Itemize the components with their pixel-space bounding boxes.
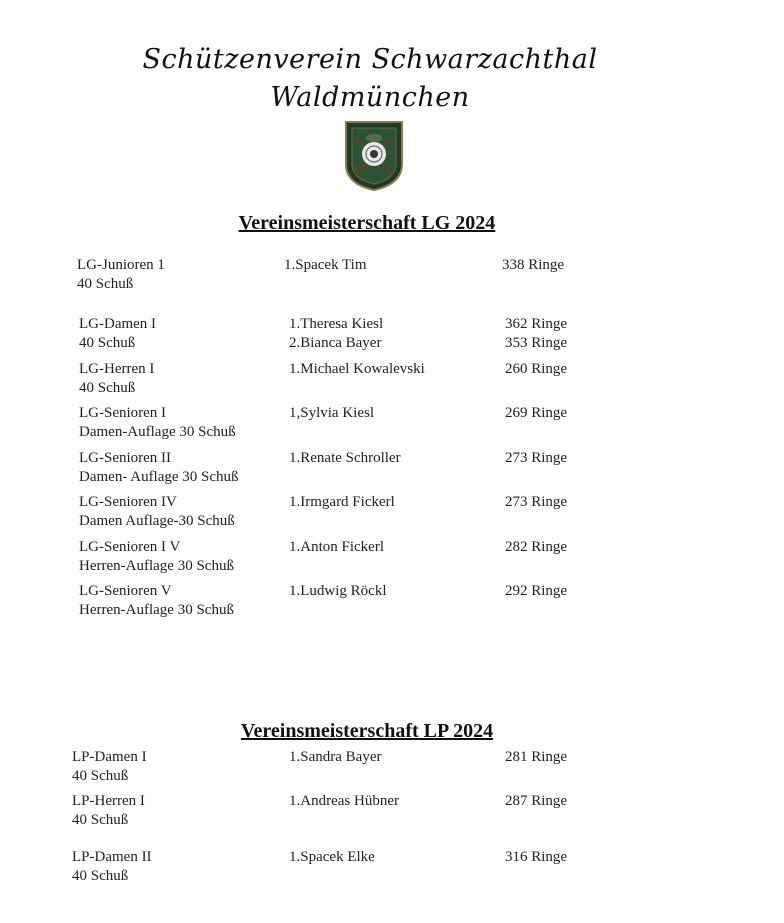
lg-heading: Vereinsmeisterschaft LG 2024: [238, 212, 496, 234]
category-detail: 40 Schuß: [72, 868, 129, 884]
category-detail: Damen-Auflage 30 Schuß: [79, 424, 236, 440]
score: 316 Ringe: [505, 849, 568, 865]
category: LG-Senioren V: [79, 583, 172, 599]
category-detail: 40 Schuß: [72, 812, 129, 828]
shooter-name: 1.Spacek Tim: [284, 257, 367, 273]
shooter-name: 1.Ludwig Röckl: [289, 583, 387, 599]
category-detail: 40 Schuß: [79, 335, 136, 351]
score: 269 Ringe: [505, 405, 568, 421]
score: 353 Ringe: [505, 335, 568, 351]
club-emblem-icon: [344, 120, 404, 192]
category-detail: Herren-Auflage 30 Schuß: [79, 602, 234, 618]
shooter-name: 2.Bianca Bayer: [289, 335, 382, 351]
shooter-name: 1,Sylvia Kiesl: [289, 405, 374, 421]
category: LG-Senioren IV: [79, 494, 177, 510]
score: 260 Ringe: [505, 361, 568, 377]
category: LG-Damen I: [79, 316, 157, 332]
category-detail: Damen Auflage-30 Schuß: [79, 513, 235, 529]
shooter-name: 1.Anton Fickerl: [289, 539, 384, 555]
score: 338 Ringe: [502, 257, 565, 273]
category: LG-Junioren 1: [77, 257, 165, 273]
club-name: Schützenverein Schwarzachthal: [142, 44, 598, 75]
category-detail: Damen- Auflage 30 Schuß: [79, 469, 239, 485]
category-detail: 40 Schuß: [72, 768, 129, 784]
shooter-name: 1.Spacek Elke: [289, 849, 375, 865]
shooter-name: 1.Theresa Kiesl: [289, 316, 384, 332]
category: LG-Herren I: [79, 361, 155, 377]
shooter-name: 1.Andreas Hübner: [289, 793, 399, 809]
score: 273 Ringe: [505, 494, 568, 510]
category: LP-Damen II: [72, 849, 152, 865]
category: LG-Senioren II: [79, 450, 172, 466]
score: 362 Ringe: [505, 316, 568, 332]
score: 287 Ringe: [505, 793, 568, 809]
category: LP-Damen I: [72, 749, 147, 765]
shooter-name: 1.Michael Kowalevski: [289, 361, 425, 377]
category: LG-Senioren I V: [79, 539, 181, 555]
category: LP-Herren I: [72, 793, 145, 809]
category: LG-Senioren I: [79, 405, 167, 421]
shooter-name: 1.Renate Schroller: [289, 450, 401, 466]
score: 292 Ringe: [505, 583, 568, 599]
lp-heading: Vereinsmeisterschaft LP 2024: [240, 720, 494, 742]
score: 282 Ringe: [505, 539, 568, 555]
score: 273 Ringe: [505, 450, 568, 466]
club-town: Waldmünchen: [270, 82, 470, 113]
score: 281 Ringe: [505, 749, 568, 765]
category-detail: 40 Schuß: [79, 380, 136, 396]
category-detail: 40 Schuß: [77, 276, 134, 292]
category-detail: Herren-Auflage 30 Schuß: [79, 558, 234, 574]
shooter-name: 1.Irmgard Fickerl: [289, 494, 395, 510]
shooter-name: 1.Sandra Bayer: [289, 749, 382, 765]
